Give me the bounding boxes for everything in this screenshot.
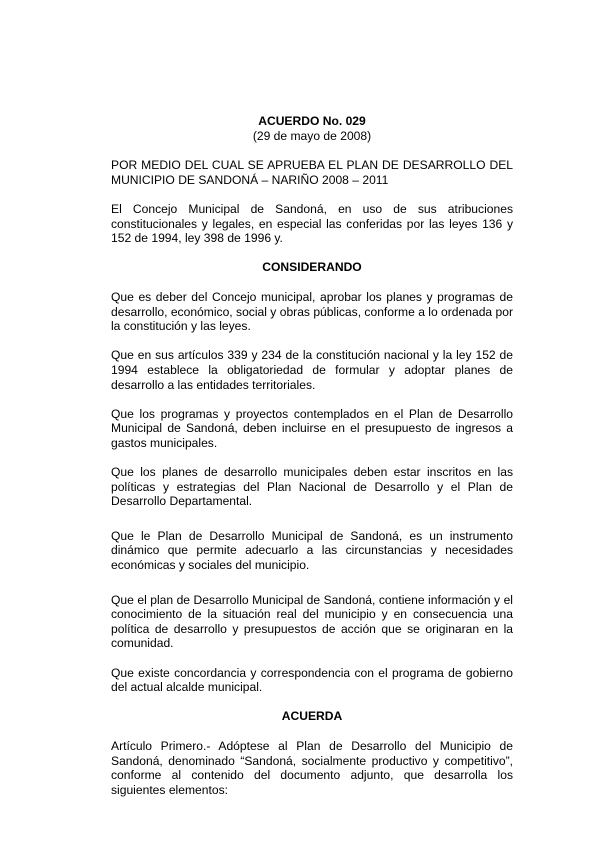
document-title: ACUERDO No. 029 (258, 114, 366, 128)
document-preamble: El Concejo Municipal de Sandoná, en uso de sus atribuciones constitucionales y legales, en especial las conferidas por las leyes 136 y 152 de 1994, ley 398 de 1996 y. (111, 201, 513, 246)
considerando-paragraph-7: Que existe concordancia y correspondencia con el programa de gobierno del actual alcalde municipal. (111, 665, 513, 695)
document-body (111, 114, 513, 812)
document-date: (29 de mayo de 2008) (252, 128, 372, 143)
considerando-paragraph-1: Que es deber del Concejo municipal, aprobar los planes y programas de desarrollo, económico, social y obras públicas, conforme a lo ordenada por la constitución y las leyes. (111, 289, 513, 334)
considerando-heading: CONSIDERANDO (262, 260, 362, 275)
considerando-paragraph-2: Que en sus artículos 339 y 234 de la constitución nacional y la ley 152 de 1994 establece la obligatoriedad de formular y adoptar planes de desarrollo a las entidades territoriales. (111, 348, 513, 392)
considerando-paragraph-3: Que los programas y proyectos contemplados en el Plan de Desarrollo Municipal de Sandoná, deben incluirse en el presupuesto de ingresos a gastos municipales. (111, 406, 513, 450)
acuerda-heading: ACUERDA (281, 709, 343, 724)
article-first: Artículo Primero.- Adóptese al Plan de Desarrollo del Municipio de Sandoná, denominado “Sandoná, socialmente productivo y competitivo”, conforme al contenido del documento adjunto, que desarrolla los siguientes elementos: (111, 738, 513, 797)
considerando-paragraph-6: Que el plan de Desarrollo Municipal de Sandoná, contiene información y el conocimiento de la situación real del municipio y en consecuencia una política de desarrollo y presupuestos de acción que se originaran en la comunidad. (111, 592, 513, 651)
considerando-paragraph-4: Que los planes de desarrollo municipales deben estar inscritos en las políticas y estrategias del Plan Nacional de Desarrollo y el Plan de Desarrollo Departamental. (111, 465, 513, 509)
considerando-paragraph-5: Que le Plan de Desarrollo Municipal de Sandoná, es un instrumento dinámico que permite adecuarlo a las circunstancias y necesidades económicas y sociales del municipio. (111, 528, 513, 573)
document-subject: POR MEDIO DEL CUAL SE APRUEBA EL PLAN DE DESARROLLO DEL MUNICIPIO DE SANDONÁ – NARIÑO 2008 – 2011 (111, 158, 513, 187)
